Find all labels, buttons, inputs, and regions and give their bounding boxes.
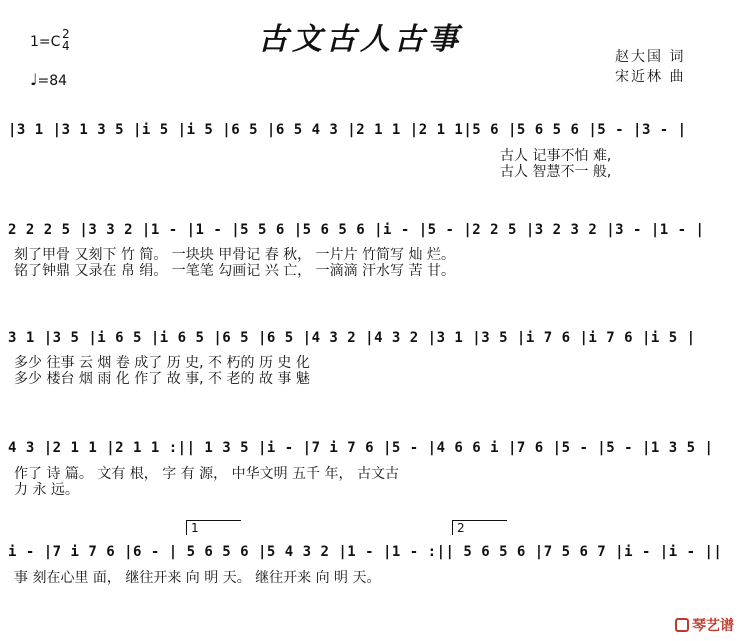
time-signature — [62, 28, 70, 52]
lyricist-credit: 赵大国 词 — [615, 49, 686, 65]
song-title: 古文古人古事 — [258, 22, 462, 57]
lyric-line-4a: 作了 诗 篇。 文有 根， 字 有 源， 中华文明 五千 年， 古文古 — [14, 466, 399, 482]
volta-1: 1 — [186, 520, 241, 535]
notation-line-3: 3 1 |3 5 |i 6 5 |i 6 5 |6 5 |6 5 |4 3 2 |4 3 2 |3 1 |3 5 |i 7 6 |i 7 6 |i 5 | — [8, 330, 696, 346]
watermark-logo — [675, 615, 734, 635]
tempo-value: =84 — [37, 73, 68, 89]
key-signature: 1=C — [30, 34, 61, 50]
time-sig-top: 2 — [62, 27, 70, 41]
composer-credit: 宋近林 曲 — [615, 69, 686, 85]
quarter-note-icon: ♩ — [30, 70, 38, 89]
lyric-line-2a: 刻了甲骨 又刻下 竹 简。 一块块 甲骨记 春 秋， 一片片 竹简写 灿 烂。 — [14, 247, 455, 263]
notation-line-1: |3 1 |3 1 3 5 |i 5 |i 5 |6 5 |6 5 4 3 |2 1 1 |2 1 1|5 6 |5 6 5 6 |5 - |3 - | — [8, 122, 687, 138]
watermark-text: 琴艺谱 — [692, 618, 734, 634]
notation-line-5: i - |7 i 7 6 |6 - | 5 6 5 6 |5 4 3 2 |1 - |1 - :|| 5 6 5 6 |7 5 6 7 |i - |i - || — [8, 544, 723, 560]
lyric-line-1a: 古人 记事不怕 难, — [500, 148, 612, 164]
lyric-line-5: 事 刻在心里 面， 继往开来 向 明 天。 继往开来 向 明 天。 — [14, 570, 381, 586]
lyric-line-3a: 多少 往事 云 烟 卷 成了 历 史, 不 朽的 历 史 化 — [14, 355, 310, 371]
logo-icon — [675, 618, 689, 632]
volta-2: 2 — [452, 520, 507, 535]
lyric-line-1b: 古人 智慧不一 般, — [500, 164, 612, 180]
time-sig-bottom: 4 — [62, 39, 70, 53]
notation-line-4: 4 3 |2 1 1 |2 1 1 :|| 1 3 5 |i - |7 i 7 6 |5 - |4 6 6 i |7 6 |5 - |5 - |1 3 5 | — [8, 440, 714, 456]
tempo-marking — [30, 70, 67, 89]
lyric-line-2b: 铭了钟鼎 又录在 帛 绢。 一笔笔 勾画记 兴 亡， 一滴滴 汗水写 苦 甘。 — [14, 263, 455, 279]
notation-line-2: 2 2 2 5 |3 3 2 |1 - |1 - |5 5 6 |5 6 5 6 |i - |5 - |2 2 5 |3 2 3 2 |3 - |1 - | — [8, 222, 705, 238]
lyric-line-3b: 多少 楼台 烟 雨 化 作了 故 事, 不 老的 故 事 魅 — [14, 371, 310, 387]
lyric-line-4b: 力 永 远。 — [14, 482, 79, 498]
